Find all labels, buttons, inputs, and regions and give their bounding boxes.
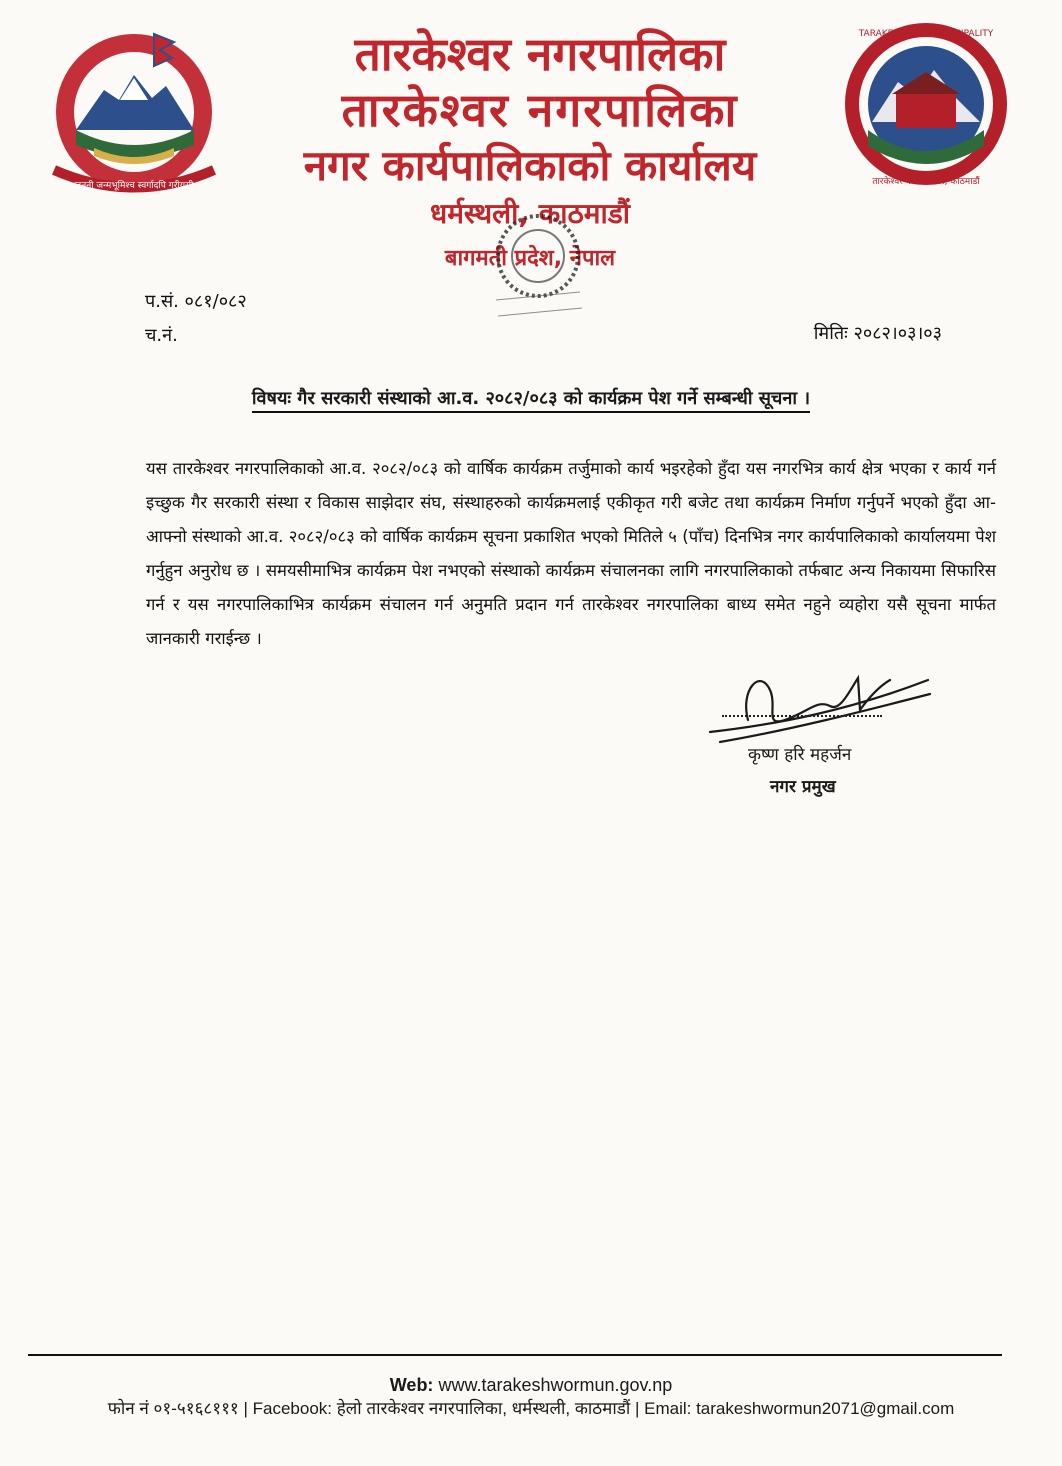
office-stamp xyxy=(478,208,598,338)
signatory-name: कृष्ण हरि महर्जन xyxy=(748,745,852,765)
nepal-emblem-logo xyxy=(34,20,234,200)
office-title: नगर कार्यपालिकाको कार्यालय xyxy=(303,141,757,190)
reference-number: प.सं. ०८१/०८२ xyxy=(145,291,247,312)
signature-line xyxy=(722,715,882,717)
dispatch-number: च.नं. xyxy=(145,325,178,346)
emblem-bottom-text: तारकेश्वर नगरपालिका, काठमाडौं xyxy=(872,177,980,187)
subject-line xyxy=(0,386,1062,410)
signature-image xyxy=(700,660,940,750)
signatory-title: नगर प्रमुख xyxy=(770,777,836,797)
footer-contacts: फोन नं ०१-५१६८१११ | Facebook: हेलो तारकेश्वर नगरपालिका, धर्मस्थली, काठमाडौं | Email: tarakeshwormun2071@gmail.com xyxy=(107,1399,955,1418)
notice-body: यस तारकेश्वर नगरपालिकाको आ.व. २०८२/०८३ को वार्षिक कार्यक्रम तर्जुमाको कार्य भइरहेको हुँदा यस नगरभित्र कार्य क्षेत्र भएका र कार्य गर्न इच्छुक गैर सरकारी संस्था र विकास साझेदार संघ, संस्थाहरुको कार्यक्रमलाई एकीकृत गरी बजेट तथा कार्यक्रम निर्माण गर्नुपर्ने भएको हुँदा आ-आफ्नो संस्थाको आ.व. २०८२/०८३ को वार्षिक कार्यक्रम सूचना प्रकाशित भएको मितिले ५ (पाँच) दिनभित्र नगर कार्यपालिकाको कार्यालयमा पेश गर्नुहुन अनुरोध छ । समयसीमाभित्र कार्यक्रम पेश नभएको संस्थाको कार्यक्रम संचालनका लागि नगरपालिकाको तर्फबाट अन्य निकायमा सिफारिस गर्न र यस नगरपालिकाभित्र कार्यक्रम संचालन गर्न अनुमति प्रदान गर्न तारकेश्वर नगरपालिका बाध्य समेत नहुने व्यहोरा यसै सूचना मार्फत जानकारी गराईन्छ । xyxy=(146,459,996,648)
subject-text: विषयः गैर सरकारी संस्थाको आ.व. २०८२/०८३ को कार्यक्रम पेश गर्ने सम्बन्धी सूचना । xyxy=(252,388,810,413)
municipality-logo xyxy=(838,22,1014,192)
municipality-title-newari: तारकेश्वर नगरपालिका xyxy=(341,83,739,137)
letter-date: मितिः २०८२।०३।०३ xyxy=(813,323,942,344)
emblem-ring-text: TARAKESHWOR MUNICIPALITY xyxy=(858,29,994,39)
footer-divider xyxy=(28,1354,1002,1356)
municipality-title: तारकेश्वर नगरपालिका xyxy=(354,27,726,81)
emblem-caption: जननी जन्मभूमिश्च स्वर्गादपि गरीयसी xyxy=(74,181,194,191)
office-location: धर्मस्थली, काठमाडौं xyxy=(429,197,631,230)
footer-web xyxy=(0,1375,1062,1396)
office-province: बागमती प्रदेश, नेपाल xyxy=(444,246,616,271)
web-label: Web: xyxy=(389,1375,434,1395)
web-url[interactable]: www.tarakeshwormun.gov.np xyxy=(438,1375,673,1395)
